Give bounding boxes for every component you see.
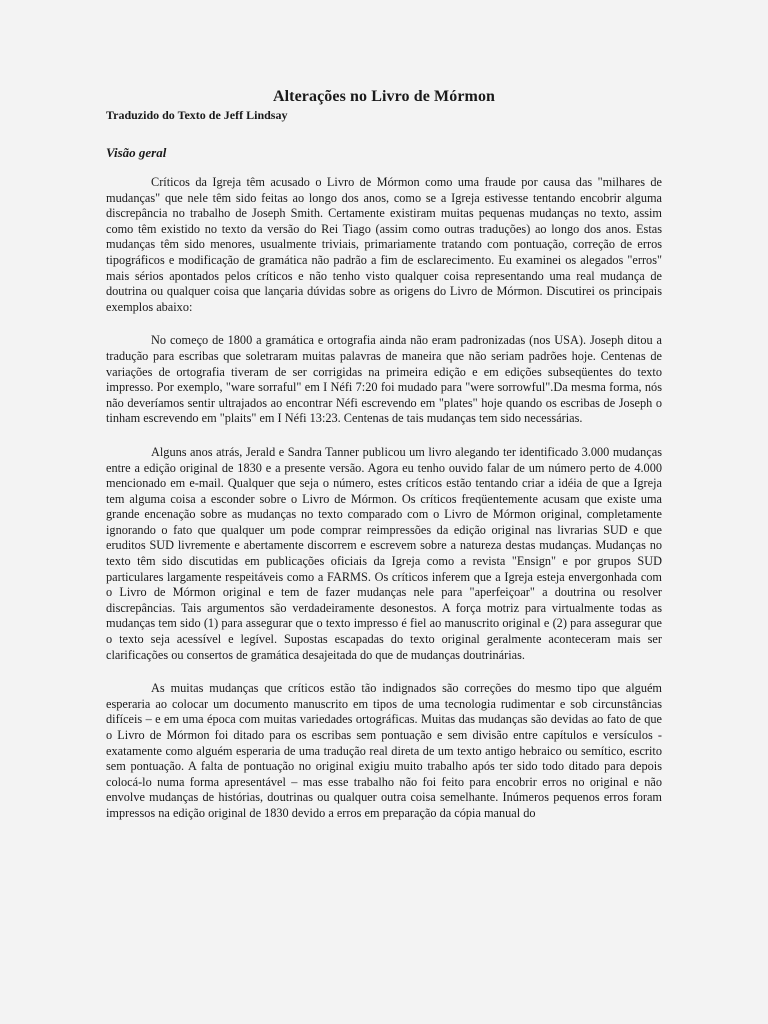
- section-heading: Visão geral: [106, 145, 167, 160]
- paragraph-3: Alguns anos atrás, Jerald e Sandra Tanner publicou um livro alegando ter identificado 3.000 mudanças entre a edição original de 1830 e a presente versão. Agora eu tenho ouvido falar de um número perto de 4.000 mencionado em e-mail. Qualquer que seja o número, estes críticos estão tentando criar a idéia de que a Igreja tem alguma coisa a esconder sobre o Livro de Mórmon. Os críticos freqüentemente acusam que existe uma grande encenação sobre as mudanças no texto comparado com o Livro de Mórmon original, completamente ignorando o fato que qualquer um pode comprar reimpressões da edição original nas livrarias SUD e que eruditos SUD livremente e abertamente discorrem e escrevem sobre a natureza destas mudanças. Mudanças no texto têm sido discutidas em publicações oficiais da Igreja como a revista "Ensign" e por grupos SUD particulares largamente respeitáveis como a FARMS. Os críticos inferem que a Igreja esteja envergonhada com o Livro de Mórmon original e tem de fazer mudanças nele para "aperfeiçoar" a doutrina ou resolver discrepâncias. Tais argumentos são verdadeiramente desonestos. A força motriz para virtualmente todas as mudanças tem sido (1) para assegurar que o texto impresso é fiel ao manuscrito original e (2) para assegurar que o texto seja acessível e legível. Supostas escapadas do texto original geralmente aconteceram mais ser clarificações ou consertos de gramática desajeitada do que de mudanças doutrinárias.: [106, 444, 662, 662]
- document-subtitle: Traduzido do Texto de Jeff Lindsay: [106, 108, 288, 122]
- document-title: Alterações no Livro de Mórmon: [272, 88, 496, 105]
- paragraph-2: No começo de 1800 a gramática e ortografia ainda não eram padronizadas (nos USA). Joseph ditou a tradução para escribas que soletraram muitas palavras de maneira que não seriam padrões hoje. Centenas de variações de ortografia tiveram de ser corrigidas na primeira edição e em edições subseqüentes do texto impresso. Por exemplo, "ware sorraful" em I Néfi 7:20 foi mudado para "were sorrowful".Da mesma forma, nós não deveríamos sentir ultrajados ao encontrar Néfi escrevendo em "plates" hoje quando os escribas de Joseph o tinham escrevendo em "plaits" em I Néfi 13:23. Centenas de tais mudanças tem sido necessárias.: [106, 333, 662, 426]
- paragraph-4: As muitas mudanças que críticos estão tão indignados são correções do mesmo tipo que alguém esperaria ao colocar um documento manuscrito em tipos de uma tecnologia rudimentar e sob circunstâncias difíceis – e em uma época com muitas variedades ortográficas. Muitas das mudanças são devidas ao fato de que o Livro de Mórmon foi ditado para os escribas sem pontuação e sem divisão entre capítulos e versículos - exatamente como alguém esperaria de uma tradução real direta de um texto antigo hebraico ou semítico, escrito sem pontuação. A falta de pontuação no original exigiu muito trabalho após ter sido todo ditado para depois colocá-lo numa forma apresentável – mas esse trabalho não foi feito para encobrir erros no original e não envolve mudanças de histórias, doutrinas ou qualquer outra coisa semelhante. Inúmeros pequenos erros foram impressos na edição original de 1830 devido a erros em preparação da cópia manual do: [106, 681, 662, 820]
- paragraph-1: Críticos da Igreja têm acusado o Livro de Mórmon como uma fraude por causa das "milhares de mudanças" que nele têm sido feitas ao longo dos anos, como se a Igreja estivesse tentando encobrir alguma discrepância no trabalho de Joseph Smith. Certamente existiram muitas pequenas mudanças no texto, assim como têm existido no texto da versão do Rei Tiago (assim como outras traduções) ao longo dos anos. Estas mudanças têm sido menores, usualmente triviais, primariamente tratando com pontuação, correção de erros tipográficos e modificação de gramática não padrão a fim de esclarecimento. Eu examinei os alegados "erros" mais sérios apontados pelos críticos e não tenho visto qualquer coisa representando uma real mudança de doutrina ou qualquer coisa que lançaria dúvidas sobre as origens do Livro de Mórmon. Discutirei os principais exemplos abaixo:: [106, 175, 662, 314]
